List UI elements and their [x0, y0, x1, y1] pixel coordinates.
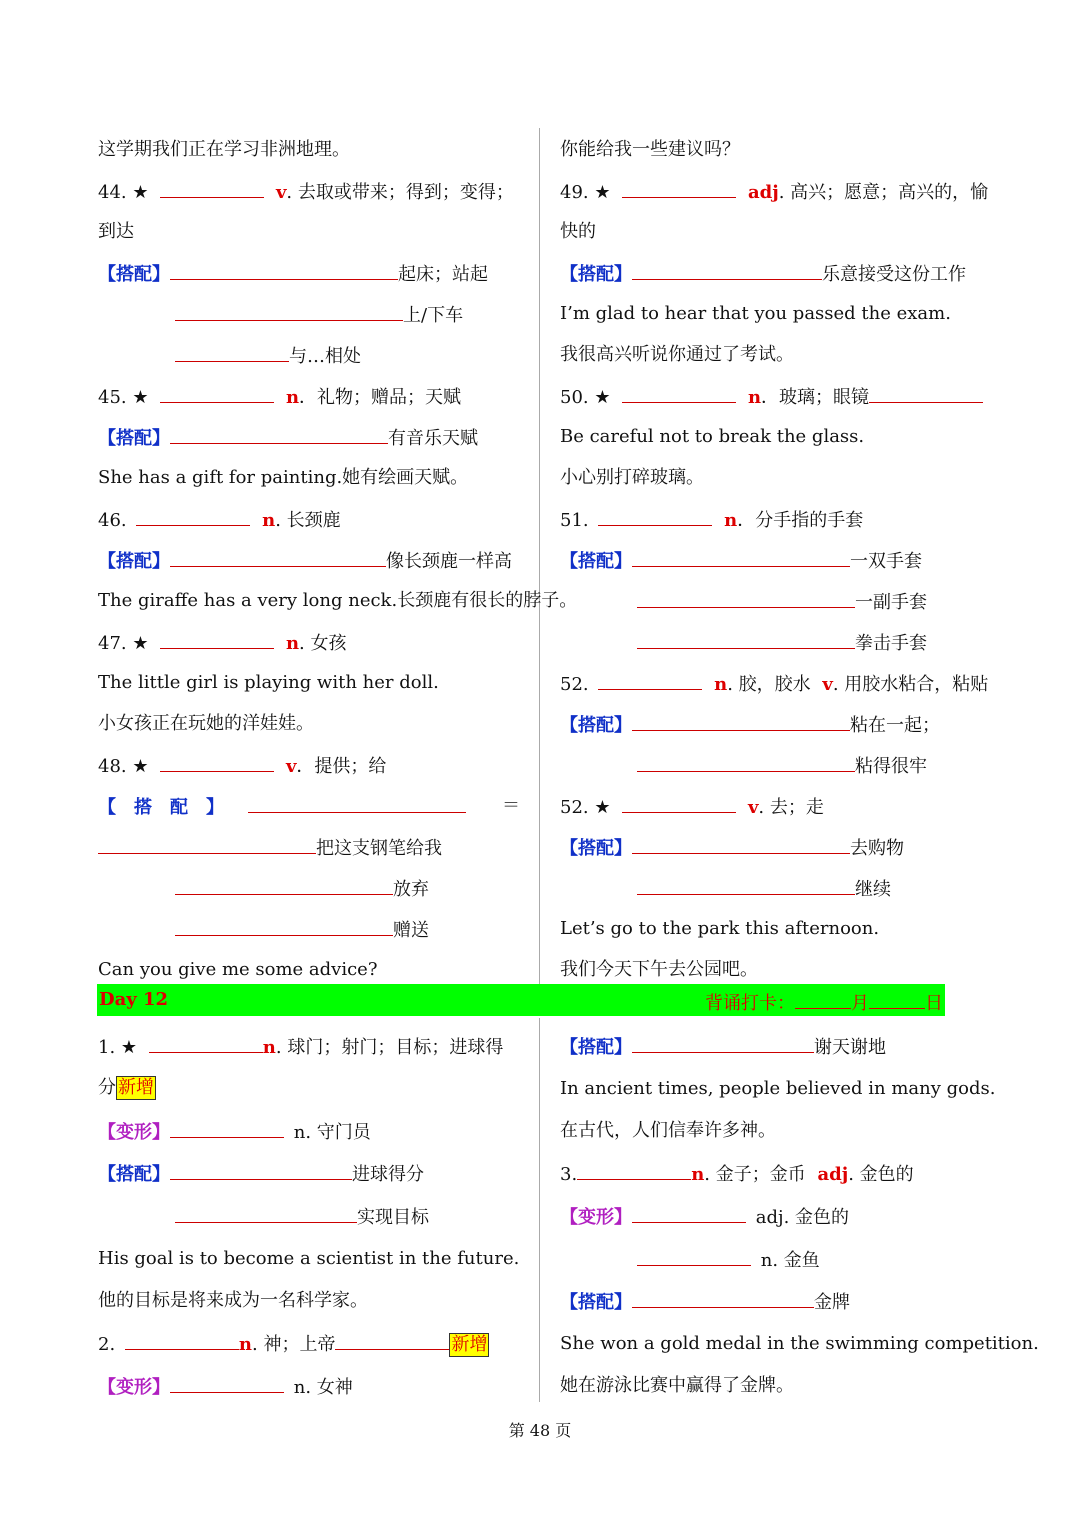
- collocation-label: 【搭配】: [560, 838, 632, 859]
- definition: ．礼物；赠品；天赋: [299, 387, 462, 408]
- entry-number: 52.: [560, 674, 589, 695]
- answer-blank[interactable]: [175, 302, 403, 321]
- answer-blank[interactable]: [170, 548, 386, 567]
- entry-number: 2.: [98, 1334, 116, 1355]
- collocation-meaning: 像长颈鹿一样高: [386, 551, 512, 572]
- entry-number: 52. ★: [560, 797, 611, 818]
- collocation-label: 【搭配】: [560, 715, 632, 736]
- collocation-meaning: 乐意接受这份工作: [822, 264, 966, 285]
- part-of-speech: n: [747, 387, 762, 408]
- example-translation: 她在游泳比赛中赢得了金牌。: [560, 1375, 794, 1396]
- collocation-label: 【搭配】: [98, 428, 170, 449]
- definition-cont: 到达: [98, 221, 134, 242]
- text-line: 你能给我一些建议吗？: [560, 139, 740, 160]
- definition: . 金色的: [848, 1164, 914, 1185]
- definition: . 球门；射门；目标；进球得: [275, 1037, 504, 1058]
- answer-blank[interactable]: [622, 794, 736, 813]
- answer-blank[interactable]: [160, 179, 264, 198]
- answer-blank[interactable]: [598, 507, 712, 526]
- collocation-row: [560, 548, 922, 574]
- example-sentence: The giraffe has a very long neck.长颈鹿有很长的脖子。: [98, 590, 578, 611]
- variant-meaning: adj. 金色的: [755, 1207, 850, 1228]
- definition: . 长颈鹿: [275, 510, 341, 531]
- collocation-row: [175, 1204, 429, 1230]
- day-entry-2: [98, 1331, 489, 1357]
- collocation-label: 【搭配】: [560, 264, 632, 285]
- part-of-speech: v: [747, 797, 759, 818]
- collocation-row: [175, 876, 429, 902]
- variant-label: 【变形】: [98, 1377, 170, 1398]
- collocation-meaning: 拳击手套: [855, 633, 927, 654]
- equals-sign: ＝: [502, 795, 520, 816]
- column-divider-bottom: [539, 1018, 540, 1402]
- answer-blank[interactable]: [175, 343, 289, 362]
- page-number: 第 48 页: [508, 1421, 572, 1440]
- example-sentence: The little girl is playing with her doll.: [98, 672, 439, 693]
- checkin-label: [705, 989, 943, 1015]
- variant-row: [560, 1204, 849, 1230]
- part-of-speech: n: [238, 1334, 253, 1355]
- definition: ．提供；给: [296, 756, 387, 777]
- definition: . 用胶水粘合，粘贴: [832, 674, 989, 695]
- answer-blank[interactable]: [637, 1247, 751, 1266]
- answer-blank[interactable]: [170, 1374, 284, 1393]
- new-tag: 新增: [118, 1077, 154, 1098]
- answer-blank[interactable]: [637, 630, 855, 649]
- example-sentence: Let’s go to the park this afternoon.: [560, 918, 880, 939]
- part-of-speech: n: [714, 674, 728, 695]
- day-label: 日: [925, 993, 943, 1014]
- example-sentence: She has a gift for painting.她有绘画天赋。: [98, 467, 469, 488]
- entry-number: 47. ★: [98, 633, 149, 654]
- collocation-row: [637, 753, 927, 779]
- collocation-row: [560, 1289, 850, 1315]
- collocation-row: [175, 302, 463, 328]
- answer-blank[interactable]: [632, 1034, 814, 1053]
- answer-blank[interactable]: [160, 384, 274, 403]
- definition: . 金子；金币: [704, 1164, 806, 1185]
- variant-meaning: n. 金鱼: [760, 1250, 820, 1271]
- answer-blank[interactable]: [175, 917, 393, 936]
- answer-blank[interactable]: [335, 1331, 449, 1350]
- answer-blank[interactable]: [160, 630, 274, 649]
- collocation-row: [637, 876, 891, 902]
- entry-49: [560, 179, 988, 205]
- collocation-row: [98, 261, 488, 287]
- definition: . 胶，胶水: [727, 674, 811, 695]
- collocation-row: [560, 712, 940, 738]
- part-of-speech: n: [724, 510, 738, 531]
- answer-blank[interactable]: [248, 794, 466, 813]
- definition: ．分手指的手套: [737, 510, 864, 531]
- answer-blank[interactable]: [577, 1161, 691, 1180]
- example-sentence: In ancient times, people believed in many gods.: [560, 1078, 996, 1099]
- example-translation: 在古代，人们信奉许多神。: [560, 1120, 776, 1141]
- collocation-row: [560, 835, 904, 861]
- definition: ．玻璃；眼镜: [761, 387, 870, 408]
- definition: 分: [98, 1077, 116, 1098]
- collocation-row: [98, 794, 520, 820]
- answer-blank[interactable]: [149, 1034, 263, 1053]
- collocation-label: 【搭配】: [560, 1037, 632, 1058]
- collocation-meaning: 与…相处: [289, 346, 361, 367]
- entry-51: [560, 507, 863, 533]
- variant-row: [98, 1119, 371, 1145]
- collocation-label: 【搭配】: [98, 1164, 170, 1185]
- answer-blank[interactable]: [98, 835, 316, 854]
- day-entry-1: [98, 1034, 503, 1060]
- collocation-label: 【 搭 配 】: [98, 797, 224, 818]
- entry-number: 51.: [560, 510, 589, 531]
- day-header-bar: [97, 984, 945, 1016]
- variant-label: 【变形】: [98, 1122, 170, 1143]
- part-of-speech: n: [285, 387, 300, 408]
- entry-48: [98, 753, 386, 779]
- definition: . 去；走: [758, 797, 824, 818]
- entry-50: [560, 384, 983, 410]
- answer-blank[interactable]: [170, 261, 398, 280]
- month-blank[interactable]: [795, 990, 851, 1009]
- entry-45: [98, 384, 461, 410]
- answer-blank[interactable]: [632, 1204, 746, 1223]
- collocation-row: [98, 1161, 424, 1187]
- answer-blank[interactable]: [160, 753, 274, 772]
- answer-blank[interactable]: [632, 712, 850, 731]
- example-translation: 我很高兴听说你通过了考试。: [560, 344, 794, 365]
- entry-number: 46.: [98, 510, 127, 531]
- answer-blank[interactable]: [637, 876, 855, 895]
- example-sentence: Be careful not to break the glass.: [560, 426, 865, 447]
- collocation-meaning: 金牌: [814, 1292, 850, 1313]
- entry-number: 1. ★: [98, 1037, 138, 1058]
- collocation-meaning: 上/下车: [403, 305, 464, 326]
- collocation-row: [175, 343, 361, 369]
- answer-blank[interactable]: [869, 384, 983, 403]
- example-translation: 我们今天下午去公园吧。: [560, 959, 758, 980]
- entry-47: [98, 630, 347, 656]
- variant-row: [637, 1247, 820, 1273]
- day-blank[interactable]: [869, 990, 925, 1009]
- collocation-meaning: 进球得分: [352, 1164, 424, 1185]
- part-of-speech: n: [262, 1037, 276, 1058]
- collocation-row: [175, 917, 429, 943]
- answer-blank[interactable]: [632, 1289, 814, 1308]
- collocation-meaning: 有音乐天赋: [388, 428, 478, 449]
- part-of-speech: n: [262, 510, 276, 531]
- entry-number: 3.: [560, 1164, 578, 1185]
- definition: . 女孩: [299, 633, 347, 654]
- answer-blank[interactable]: [598, 671, 702, 690]
- entry-number: 45. ★: [98, 387, 149, 408]
- entry-number: 44. ★: [98, 182, 149, 203]
- collocation-meaning: 去购物: [850, 838, 904, 859]
- collocation-row: [637, 589, 927, 615]
- collocation-meaning: 粘在一起；: [850, 715, 940, 736]
- answer-blank[interactable]: [622, 384, 736, 403]
- answer-blank[interactable]: [637, 589, 855, 608]
- part-of-speech: n: [285, 633, 300, 654]
- answer-blank[interactable]: [632, 261, 822, 280]
- definition: . 高兴；愿意；高兴的，愉: [778, 182, 989, 203]
- part-of-speech: adj: [817, 1164, 849, 1185]
- variant-row: [98, 1374, 353, 1400]
- answer-blank[interactable]: [632, 548, 850, 567]
- answer-blank[interactable]: [632, 835, 850, 854]
- answer-blank[interactable]: [175, 1204, 357, 1223]
- example-translation: 小心别打碎玻璃。: [560, 467, 704, 488]
- part-of-speech: v: [285, 756, 297, 777]
- column-divider: [539, 128, 540, 984]
- collocation-meaning: 一副手套: [855, 592, 927, 613]
- collocation-row: [98, 425, 478, 451]
- answer-blank[interactable]: [136, 507, 250, 526]
- collocation-meaning: 一双手套: [850, 551, 922, 572]
- collocation-meaning: 实现目标: [357, 1207, 429, 1228]
- part-of-speech: v: [822, 674, 833, 695]
- new-tag: 新增: [451, 1334, 488, 1355]
- collocation-row: [637, 630, 927, 656]
- collocation-label: 【搭配】: [560, 551, 632, 572]
- answer-blank[interactable]: [175, 876, 393, 895]
- collocation-row: [98, 835, 442, 861]
- part-of-speech: adj: [747, 182, 779, 203]
- example-sentence: She won a gold medal in the swimming competition.: [560, 1333, 1039, 1354]
- entry-46: [98, 507, 341, 533]
- collocation-row: [560, 1034, 886, 1060]
- collocation-meaning: 起床；站起: [398, 264, 488, 285]
- entry-number: 49. ★: [560, 182, 611, 203]
- checkin-text: 背诵打卡：: [705, 993, 795, 1014]
- entry-52-glue: [560, 671, 988, 697]
- definition: . 去取或带来；得到；变得；: [286, 182, 514, 203]
- collocation-meaning: 把这支钢笔给我: [316, 838, 442, 859]
- answer-blank[interactable]: [170, 1161, 352, 1180]
- collocation-label: 【搭配】: [560, 1292, 632, 1313]
- collocation-meaning: 谢天谢地: [814, 1037, 886, 1058]
- collocation-meaning: 放弃: [393, 879, 429, 900]
- definition-cont: [98, 1076, 156, 1100]
- day-entry-3: [560, 1161, 914, 1187]
- part-of-speech: n: [691, 1164, 705, 1185]
- variant-meaning: n. 守门员: [293, 1122, 371, 1143]
- example-translation: 他的目标是将来成为一名科学家。: [98, 1290, 368, 1311]
- part-of-speech: v: [275, 182, 287, 203]
- definition-cont: 快的: [560, 221, 596, 242]
- example-translation: 小女孩正在玩她的洋娃娃。: [98, 713, 314, 734]
- variant-label: 【变形】: [560, 1207, 632, 1228]
- variant-meaning: n. 女神: [293, 1377, 353, 1398]
- example-sentence: Can you give me some advice?: [98, 959, 378, 980]
- collocation-row: [560, 261, 966, 287]
- example-sentence: His goal is to become a scientist in the future.: [98, 1248, 520, 1269]
- entry-52-go: [560, 794, 824, 820]
- month-label: 月: [851, 993, 869, 1014]
- answer-blank[interactable]: [622, 179, 736, 198]
- answer-blank[interactable]: [170, 1119, 284, 1138]
- day-title: Day 12: [99, 989, 169, 1010]
- collocation-meaning: 赠送: [393, 920, 429, 941]
- answer-blank[interactable]: [125, 1331, 239, 1350]
- collocation-meaning: 粘得很牢: [855, 756, 927, 777]
- collocation-label: 【搭配】: [98, 264, 170, 285]
- answer-blank[interactable]: [637, 753, 855, 772]
- answer-blank[interactable]: [170, 425, 388, 444]
- collocation-meaning: 继续: [855, 879, 891, 900]
- definition: . 神；上帝: [252, 1334, 336, 1355]
- example-sentence: I’m glad to hear that you passed the exam.: [560, 303, 951, 324]
- collocation-row: [98, 548, 512, 574]
- entry-44: [98, 179, 514, 205]
- entry-number: 48. ★: [98, 756, 149, 777]
- collocation-label: 【搭配】: [98, 551, 170, 572]
- entry-number: 50. ★: [560, 387, 611, 408]
- text-line: 这学期我们正在学习非洲地理。: [98, 139, 350, 160]
